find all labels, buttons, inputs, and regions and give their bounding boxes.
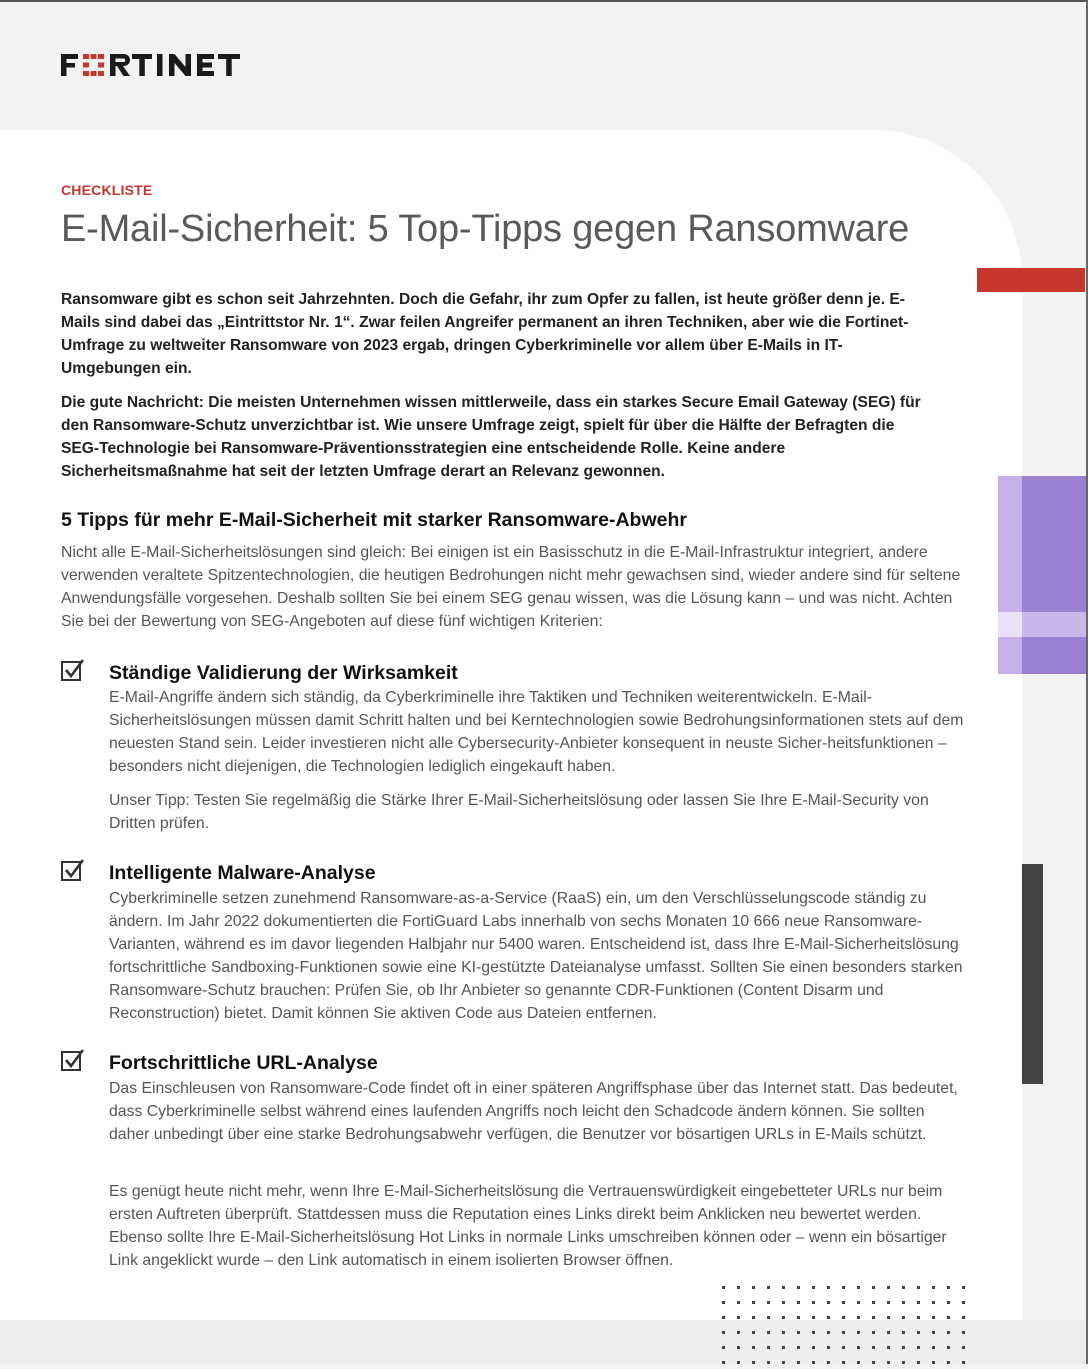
item-tip-1: Unser Tipp: Testen Sie regelmäßig die Stärke Ihrer E-Mail-Sicherheitslösung oder lassen Sie Ihre E-Mail-Security von Dritten prüfen. <box>109 792 929 832</box>
checkbox-checked-icon <box>61 659 83 681</box>
decor-dot-grid <box>722 1286 972 1369</box>
page-title: E-Mail-Sicherheit: 5 Top-Tipps gegen Ransomware <box>61 208 910 250</box>
item-title-3: Fortschrittliche URL-Analyse <box>109 1052 378 1074</box>
eyebrow-label: CHECKLISTE <box>61 182 153 198</box>
item-text-2: Cyberkriminelle setzen zunehmend Ransomware-as-a-Service (RaaS) ein, um den Verschlüsselungscode ständig zu ändern. Im Jahr 2022 dokumentierten die FortiGuard Labs innerhalb von sechs Monaten 10 666 neue Ransomware-Varianten, während es im davor liegenden Halbjahr nur 5400 waren. Entscheidend ist, dass Ihre E-Mail-Sicherheitslösung fortschrittliche Sandboxing-Funktionen sowie eine KI-gestützte Dateianalyse umfasst. Sollten Sie einen besonders starken Ransomware-Schutz brauchen: Prüfen Sie, ob Ihr Anbieter so genannte CDR-Funktionen (Content Disarm und Reconstruction) bietet. Damit können Sie aktiven Code aus Dateien entfernen. <box>109 890 963 1022</box>
checkbox-checked-icon <box>61 1049 83 1071</box>
fortinet-logo <box>61 52 261 82</box>
item-text-3: Das Einschleusen von Ransomware-Code findet oft in einer späteren Angriffsphase über das Internet statt. Das bedeutet, dass Cyberkriminelle selbst während eines laufenden Angriffs noch leicht den Schadcode ändern können. Sie sollten daher unbedingt über eine starke Bedrohungsabwehr verfügen, die Benutzer vor bösartigen URLs in E-Mails schützt. <box>109 1080 958 1143</box>
decor-grey-bar <box>1022 864 1043 1084</box>
checkbox-checked-icon <box>61 859 83 881</box>
intro-paragraph-1: Ransomware gibt es schon seit Jahrzehnten. Doch die Gefahr, ihr zum Opfer zu fallen, ist heute größer denn je. E-Mails sind dabei das „Eintrittstor Nr. 1“. Zwar feilen Angreifer permanent an ihren Techniken, aber wie die Fortinet-Umfrage zu weltweiter Ransomware von 2023 ergab, dringen Cyberkriminelle vor allem über E-Mails in IT-Umgebungen ein. <box>61 291 909 377</box>
item-title-1: Ständige Validierung der Wirksamkeit <box>109 662 458 684</box>
intro-paragraph-2: Die gute Nachricht: Die meisten Unternehmen wissen mittlerweile, dass ein starkes Secure Email Gateway (SEG) für den Ransomware-Schutz unverzichtbar ist. Wie unsere Umfrage zeigt, spielt für über die Hälfte der Befragten die SEG-Technologie bei Ransomware-Präventionsstrategien eine entscheidende Rolle. Keine andere Sicherheitsmaßnahme hat seit der letzten Umfrage derart an Relevanz gewonnen. <box>61 394 921 480</box>
item-text-1: E-Mail-Angriffe ändern sich ständig, da Cyberkriminelle ihre Taktiken und Techniken weiterentwickeln. E-Mail-Sicherheitslösungen müssen damit Schritt halten und bei Kerntechnologien sowie Bedrohungsinformationen stets auf dem neuesten Stand sein. Leider investieren nicht alle Cybersecurity-Anbieter konsequent in neuste Sicher-heitsfunktionen – besonders nicht diejenigen, die Technologien lediglich eingekauft haben. <box>109 689 964 775</box>
section-heading: 5 Tipps für mehr E-Mail-Sicherheit mit starker Ransomware-Abwehr <box>61 509 687 531</box>
section-text: Nicht alle E-Mail-Sicherheitslösungen sind gleich: Bei einigen ist ein Basisschutz in die E-Mail-Infrastruktur integriert, andere verwenden veraltete Spitzentechnologien, die heutigen Bedrohungen nicht mehr gewachsen sind, wieder andere sind für seltene Anwendungsfälle vorgesehen. Deshalb sollten Sie bei einem SEG genau wissen, was die Lösung kann – und was nicht. Achten Sie bei der Bewertung von SEG-Angeboten auf diese fünf wichtigen Kriterien: <box>61 544 961 630</box>
decor-red-bar <box>977 268 1085 292</box>
decor-purple-block <box>998 476 1086 674</box>
item-title-2: Intelligente Malware-Analyse <box>109 862 376 884</box>
top-border <box>0 0 1088 2</box>
item-text-3b: Es genügt heute nicht mehr, wenn Ihre E-Mail-Sicherheitslösung die Vertrauenswürdigkeit eingebetteter URLs nur beim ersten Auftreten überprüft. Stattdessen muss die Reputation eines Links direkt beim Anklicken neu bewertet werden. Ebenso sollte Ihre E-Mail-Sicherheitslösung Hot Links in normale Links umschreiben können oder – wenn ein bösartiger Link angeklickt wurde – den Link automatisch in einem isolierten Browser öffnen. <box>109 1183 947 1269</box>
